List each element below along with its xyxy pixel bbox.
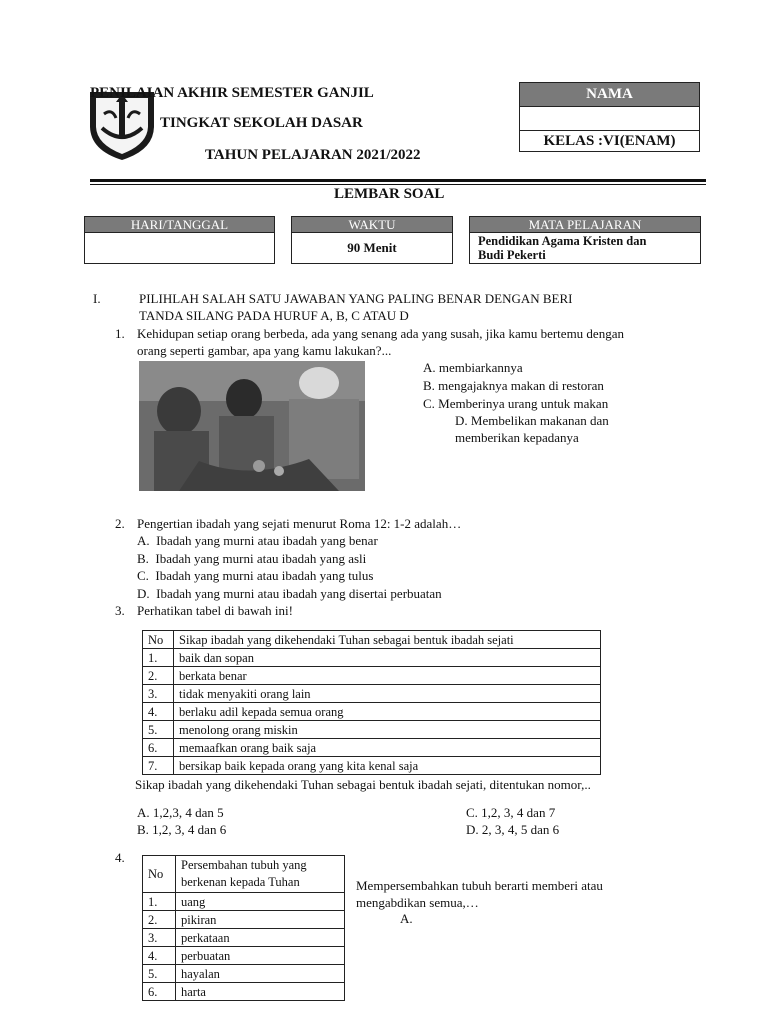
table-cell: pikiran	[176, 911, 345, 929]
table-header-row	[143, 856, 345, 893]
q2-text: Pengertian ibadah yang sejati menurut Roma 12: 1-2 adalah…	[137, 516, 462, 531]
q3-table	[142, 630, 601, 775]
table-cell: 5.	[143, 965, 176, 983]
option-text: Ibadah yang murni atau ibadah yang asli	[155, 551, 367, 566]
table-cell: menolong orang miskin	[174, 721, 601, 739]
table-cell: 3.	[143, 929, 176, 947]
section-instruction-line1: PILIHLAH SALAH SATU JAWABAN YANG PALING BENAR DENGAN BERI	[139, 291, 573, 306]
q1-option-d-line2: memberikan kepadanya	[455, 430, 579, 445]
table-cell: 1.	[143, 893, 176, 911]
waktu-label: WAKTU	[292, 217, 452, 232]
q3-option-a[interactable]: A. 1,2,3, 4 dan 5	[137, 805, 224, 820]
table-header-cell: No	[143, 856, 176, 893]
table-cell: hayalan	[176, 965, 345, 983]
table-cell: 6.	[143, 739, 174, 757]
section-number: I.	[93, 291, 101, 306]
q3-option-c[interactable]: C. 1,2, 3, 4 dan 7	[466, 805, 556, 820]
table-cell: 2.	[143, 911, 176, 929]
q1-text-line2: orang seperti gambar, apa yang kamu lakukan?...	[137, 343, 392, 358]
nama-field[interactable]	[520, 106, 699, 131]
q2-option[interactable]	[137, 551, 366, 567]
name-class-box	[519, 82, 700, 152]
table-cell: 6.	[143, 983, 176, 1001]
q1-option-b[interactable]: B. mengajaknya makan di restoran	[423, 378, 604, 393]
table-row	[143, 965, 345, 983]
q3-number: 3.	[115, 603, 125, 618]
q2-option[interactable]	[137, 568, 373, 584]
table-header-row	[143, 631, 601, 649]
table-cell: 5.	[143, 721, 174, 739]
hari-label: HARI/TANGGAL	[85, 217, 274, 232]
q1-text-line1: Kehidupan setiap orang berbeda, ada yang senang ada yang susah, jika kamu bertemu dengan	[137, 326, 624, 341]
q2-option[interactable]	[137, 586, 442, 602]
section-instruction-line2: TANDA SILANG PADA HURUF A, B, C ATAU D	[139, 308, 409, 323]
q3-question: Sikap ibadah yang dikehendaki Tuhan sebagai bentuk ibadah sejati, ditentukan nomor,..	[135, 777, 591, 792]
q4-text-line2: mengabdikan semua,…	[356, 895, 479, 910]
exam-title: PENILAIAN AKHIR SEMESTER GANJIL	[90, 85, 374, 101]
table-cell: 2.	[143, 667, 174, 685]
header-line: Persembahan tubuh yang	[181, 858, 307, 872]
hari-field[interactable]	[85, 232, 274, 264]
q1-option-c[interactable]: C. Memberinya urang untuk makan	[423, 396, 609, 411]
school-level: TINGKAT SEKOLAH DASAR	[160, 115, 363, 131]
table-cell: berkata benar	[174, 667, 601, 685]
q1-option-a[interactable]: A. membiarkannya	[423, 360, 523, 375]
mapel-value	[470, 232, 700, 262]
option-letter: A.	[137, 533, 150, 548]
mapel-value-line2: Budi Pekerti	[478, 248, 546, 262]
nama-label: NAMA	[520, 83, 699, 106]
q2-option[interactable]	[137, 533, 378, 549]
table-cell: harta	[176, 983, 345, 1001]
option-text: Ibadah yang murni atau ibadah yang tulus	[155, 568, 374, 583]
option-text: Ibadah yang murni atau ibadah yang disertai perbuatan	[156, 586, 442, 601]
sheet-title: LEMBAR SOAL	[334, 186, 445, 202]
q4-text-line1: Mempersembahkan tubuh berarti memberi atau	[356, 878, 603, 893]
table-row	[143, 911, 345, 929]
q4-option-a[interactable]: A.	[400, 911, 413, 926]
waktu-value: 90 Menit	[292, 232, 452, 264]
table-cell: berlaku adil kepada semua orang	[174, 703, 601, 721]
table-row	[143, 667, 601, 685]
table-row	[143, 983, 345, 1001]
q2-number: 2.	[115, 516, 125, 531]
q4-number: 4.	[115, 850, 125, 865]
option-letter: C.	[137, 568, 149, 583]
table-cell: uang	[176, 893, 345, 911]
table-row	[143, 721, 601, 739]
hari-tanggal-box	[84, 216, 275, 264]
table-row	[143, 685, 601, 703]
table-cell: 3.	[143, 685, 174, 703]
option-letter: D.	[137, 586, 150, 601]
table-cell: 1.	[143, 649, 174, 667]
q3-option-b[interactable]: B. 1,2, 3, 4 dan 6	[137, 822, 227, 837]
mapel-value-line1: Pendidikan Agama Kristen dan	[478, 234, 647, 248]
option-text: Ibadah yang murni atau ibadah yang benar	[156, 533, 378, 548]
table-header-cell: No	[143, 631, 174, 649]
header-line: berkenan kepada Tuhan	[181, 875, 300, 889]
q1-number: 1.	[115, 326, 125, 341]
mata-pelajaran-box	[469, 216, 701, 264]
table-cell: 7.	[143, 757, 174, 775]
table-header-cell	[176, 856, 345, 893]
q3-option-d[interactable]: D. 2, 3, 4, 5 dan 6	[466, 822, 560, 837]
q4-table	[142, 855, 345, 1001]
option-letter: B.	[137, 551, 149, 566]
table-cell: perbuatan	[176, 947, 345, 965]
table-cell: tidak menyakiti orang lain	[174, 685, 601, 703]
table-cell: memaafkan orang baik saja	[174, 739, 601, 757]
table-cell: 4.	[143, 703, 174, 721]
table-cell: bersikap baik kepada orang yang kita kenal saja	[174, 757, 601, 775]
header-divider-thin	[90, 184, 706, 185]
kelas-label: KELAS :VI(ENAM)	[543, 133, 676, 149]
mapel-label: MATA PELAJARAN	[470, 217, 700, 232]
table-header-cell: Sikap ibadah yang dikehendaki Tuhan sebagai bentuk ibadah sejati	[174, 631, 601, 649]
table-cell: perkataan	[176, 929, 345, 947]
table-row	[143, 739, 601, 757]
table-row	[143, 893, 345, 911]
table-row	[143, 947, 345, 965]
table-cell: 4.	[143, 947, 176, 965]
table-row	[143, 757, 601, 775]
q1-option-d-line1[interactable]: D. Membelikan makanan dan	[455, 413, 609, 428]
table-row	[143, 649, 601, 667]
table-cell: baik dan sopan	[174, 649, 601, 667]
q3-text: Perhatikan tabel di bawah ini!	[137, 603, 293, 618]
waktu-box	[291, 216, 453, 264]
table-row	[143, 703, 601, 721]
school-year: TAHUN PELAJARAN 2021/2022	[205, 147, 421, 163]
header-divider	[90, 179, 706, 182]
table-row	[143, 929, 345, 947]
q1-photo	[139, 361, 365, 491]
